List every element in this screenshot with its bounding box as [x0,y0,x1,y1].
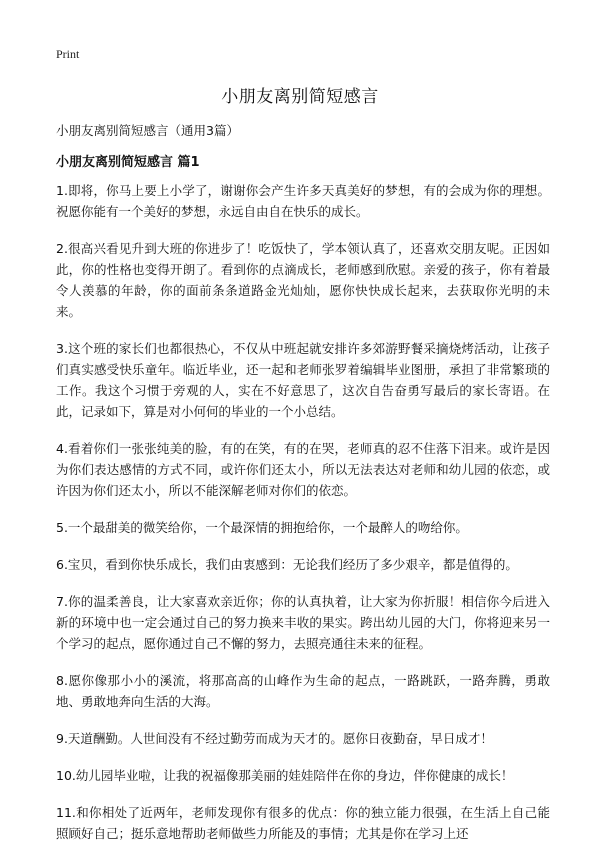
paragraph-3: 3.这个班的家长们也都很热心，不仅从中班起就安排许多郊游野餐采摘烧烤活动，让孩子们真实感受快乐童年。临近毕业，还一起和老师张罗着编辑毕业图册，承担了非常繁琐的工作。我这个习惯于旁观的人，实在不好意思了，这次自告奋勇写最后的家长寄语。在此，记录如下，算是对小何何的毕业的一个小总结。 [56,341,550,419]
print-link[interactable]: Print [56,47,80,61]
document-subtitle: 小朋友离别简短感言（通用3篇） [56,123,239,138]
paragraph-1: 1.即将，你马上要上小学了，谢谢你会产生许多天真美好的梦想，有的会成为你的理想。祝愿你能有一个美好的梦想，永远自由自在快乐的成长。 [56,183,550,219]
paragraph-9: 9.天道酬勤。人世间没有不经过勤劳而成为天才的。愿你日夜勤奋，早日成才！ [56,731,493,746]
paragraph-11: 11.和你相处了近两年，老师发现你有很多的优点：你的独立能力很强，在生活上自己能照顾好自己；挺乐意地帮助老师做些力所能及的事情；尤其是你在学习上还 [56,805,550,841]
paragraph-7: 7.你的温柔善良，让大家喜欢亲近你；你的认真执着，让大家为你折服！相信你今后进入新的环境中也一定会通过自己的努力换来丰收的果实。跨出幼儿园的大门，你将迎来另一个学习的起点，愿你通过自己不懈的努力，去照亮通往未来的征程。 [56,594,550,651]
paragraph-6: 6.宝贝，看到你快乐成长，我们由衷感到：无论我们经历了多少艰辛，都是值得的。 [56,557,518,572]
page-title: 小朋友离别简短感言 [221,87,379,107]
section-heading: 小朋友离别简短感言 篇1 [56,155,200,170]
paragraph-4: 4.看着你们一张张纯美的脸，有的在笑，有的在哭，老师真的忍不住落下泪来。或许是因为你们表达感情的方式不同，或许你们还太小，所以无法表达对老师和幼儿园的依恋，或许因为你们还太小，所以不能深解老师对你们的依恋。 [56,441,550,498]
paragraph-8: 8.愿你像那小小的溪流，将那高高的山峰作为生命的起点，一路跳跃，一路奔腾，勇敢地、勇敢地奔向生活的大海。 [56,673,550,709]
document-body [56,180,550,860]
paragraph-2: 2.很高兴看见升到大班的你进步了！吃饭快了，学本领认真了，还喜欢交朋友呢。正因如此，你的性格也变得开朗了。看到你的点滴成长，老师感到欣慰。亲爱的孩子，你有着最令人羡慕的年龄，你的面前条条道路金光灿灿，愿你快快成长起来，去获取你光明的未来。 [56,241,550,319]
paragraph-10: 10.幼儿园毕业啦，让我的祝福像那美丽的娃娃陪伴在你的身边，伴你健康的成长！ [56,768,514,783]
paragraph-5: 5.一个最甜美的微笑给你，一个最深情的拥抱给你，一个最醉人的吻给你。 [56,520,468,535]
